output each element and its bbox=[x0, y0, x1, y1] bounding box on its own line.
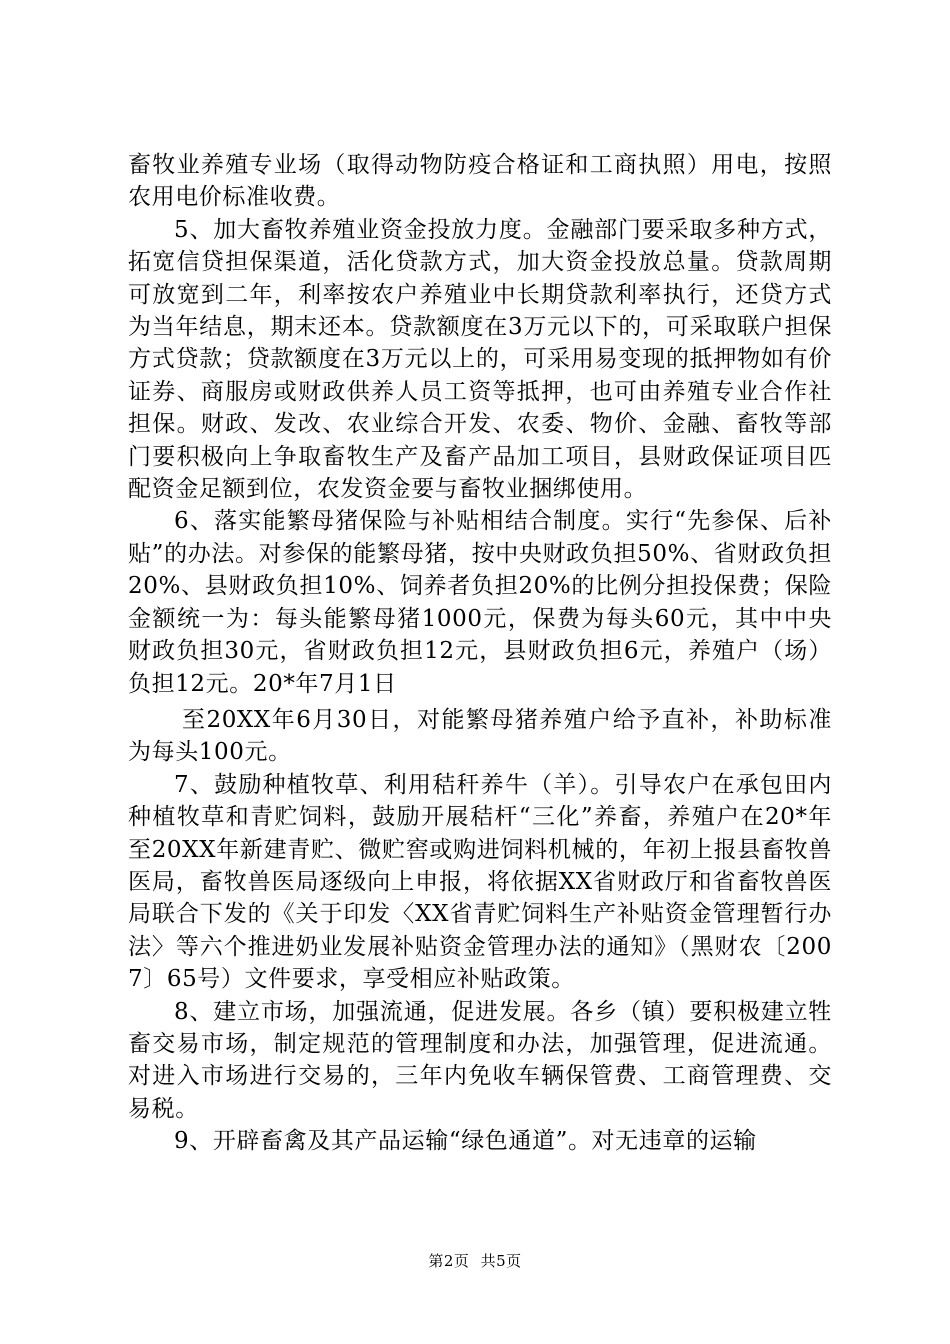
paragraph-item-7-forage: 7、鼓励种植牧草、利用秸秆养牛（羊）。引导农户在承包田内种植牧草和青贮饲料，鼓励开展秸杆“三化”养畜，养殖户在20*年至20XX年新建青贮、微贮窖或购进饲料机械的，年初上报县畜牧兽医局，畜牧兽医局逐级向上申报，将依据XX省财政厅和省畜牧兽医局联合下发的《关于印发〈XX省青贮饲料生产补贴资金管理暂行办法〉等六个推进奶业发展补贴资金管理办法的通知》（黑财农〔2007〕65号）文件要求，享受相应补贴政策。 bbox=[128, 771, 832, 993]
paragraph-electricity-pricing: 畜牧业养殖专业场（取得动物防疫合格证和工商执照）用电，按照农用电价标准收费。 bbox=[128, 152, 832, 211]
page-footer bbox=[0, 1250, 950, 1271]
page-number: 第2页 bbox=[428, 1252, 470, 1270]
document-body bbox=[128, 149, 832, 1158]
paragraph-item-6-sow-insurance: 6、落实能繁母猪保险与补贴相结合制度。实行“先参保、后补贴”的办法。对参保的能繁母猪，按中央财政负担50%、省财政负担20%、县财政负担10%、饲养者负担20%的比例分担投保费；保险金额统一为：每头能繁母猪1000元，保费为每头60元，其中中央财政负担30元，省财政负担12元，县财政负担6元，养殖户（场）负担12元。20*年7月1日 bbox=[128, 508, 832, 697]
paragraph-item-5-funding: 5、加大畜牧养殖业资金投放力度。金融部门要采取多种方式，拓宽信贷担保渠道，活化贷款方式，加大资金投放总量。贷款周期可放宽到二年，利率按农户养殖业中长期贷款利率执行，还贷方式为当年结息，期末还本。贷款额度在3万元以下的，可采取联户担保方式贷款；贷款额度在3万元以上的，可采用易变现的抵押物如有价证券、商服房或财政供养人员工资等抵押，也可由养殖专业合作社担保。财政、发改、农业综合开发、农委、物价、金融、畜牧等部门要积极向上争取畜牧生产及畜产品加工项目，县财政保证项目匹配资金足额到位，农发资金要与畜牧业捆绑使用。 bbox=[128, 216, 832, 503]
page-total: 共5页 bbox=[480, 1252, 522, 1270]
paragraph-item-8-market: 8、建立市场，加强流通，促进发展。各乡（镇）要积极建立牲畜交易市场，制定规范的管理制度和办法，加强管理，促进流通。对进入市场进行交易的，三年内免收车辆保管费、工商管理费、交易税。 bbox=[128, 998, 832, 1122]
paragraph-item-9-green-channel: 9、开辟畜禽及其产品运输“绿色通道”。对无违章的运输 bbox=[174, 1128, 757, 1155]
paragraph-item-6-continuation: 至20XX年6月30日，对能繁母猪养殖户给予直补，补助标准为每头100元。 bbox=[128, 706, 832, 766]
